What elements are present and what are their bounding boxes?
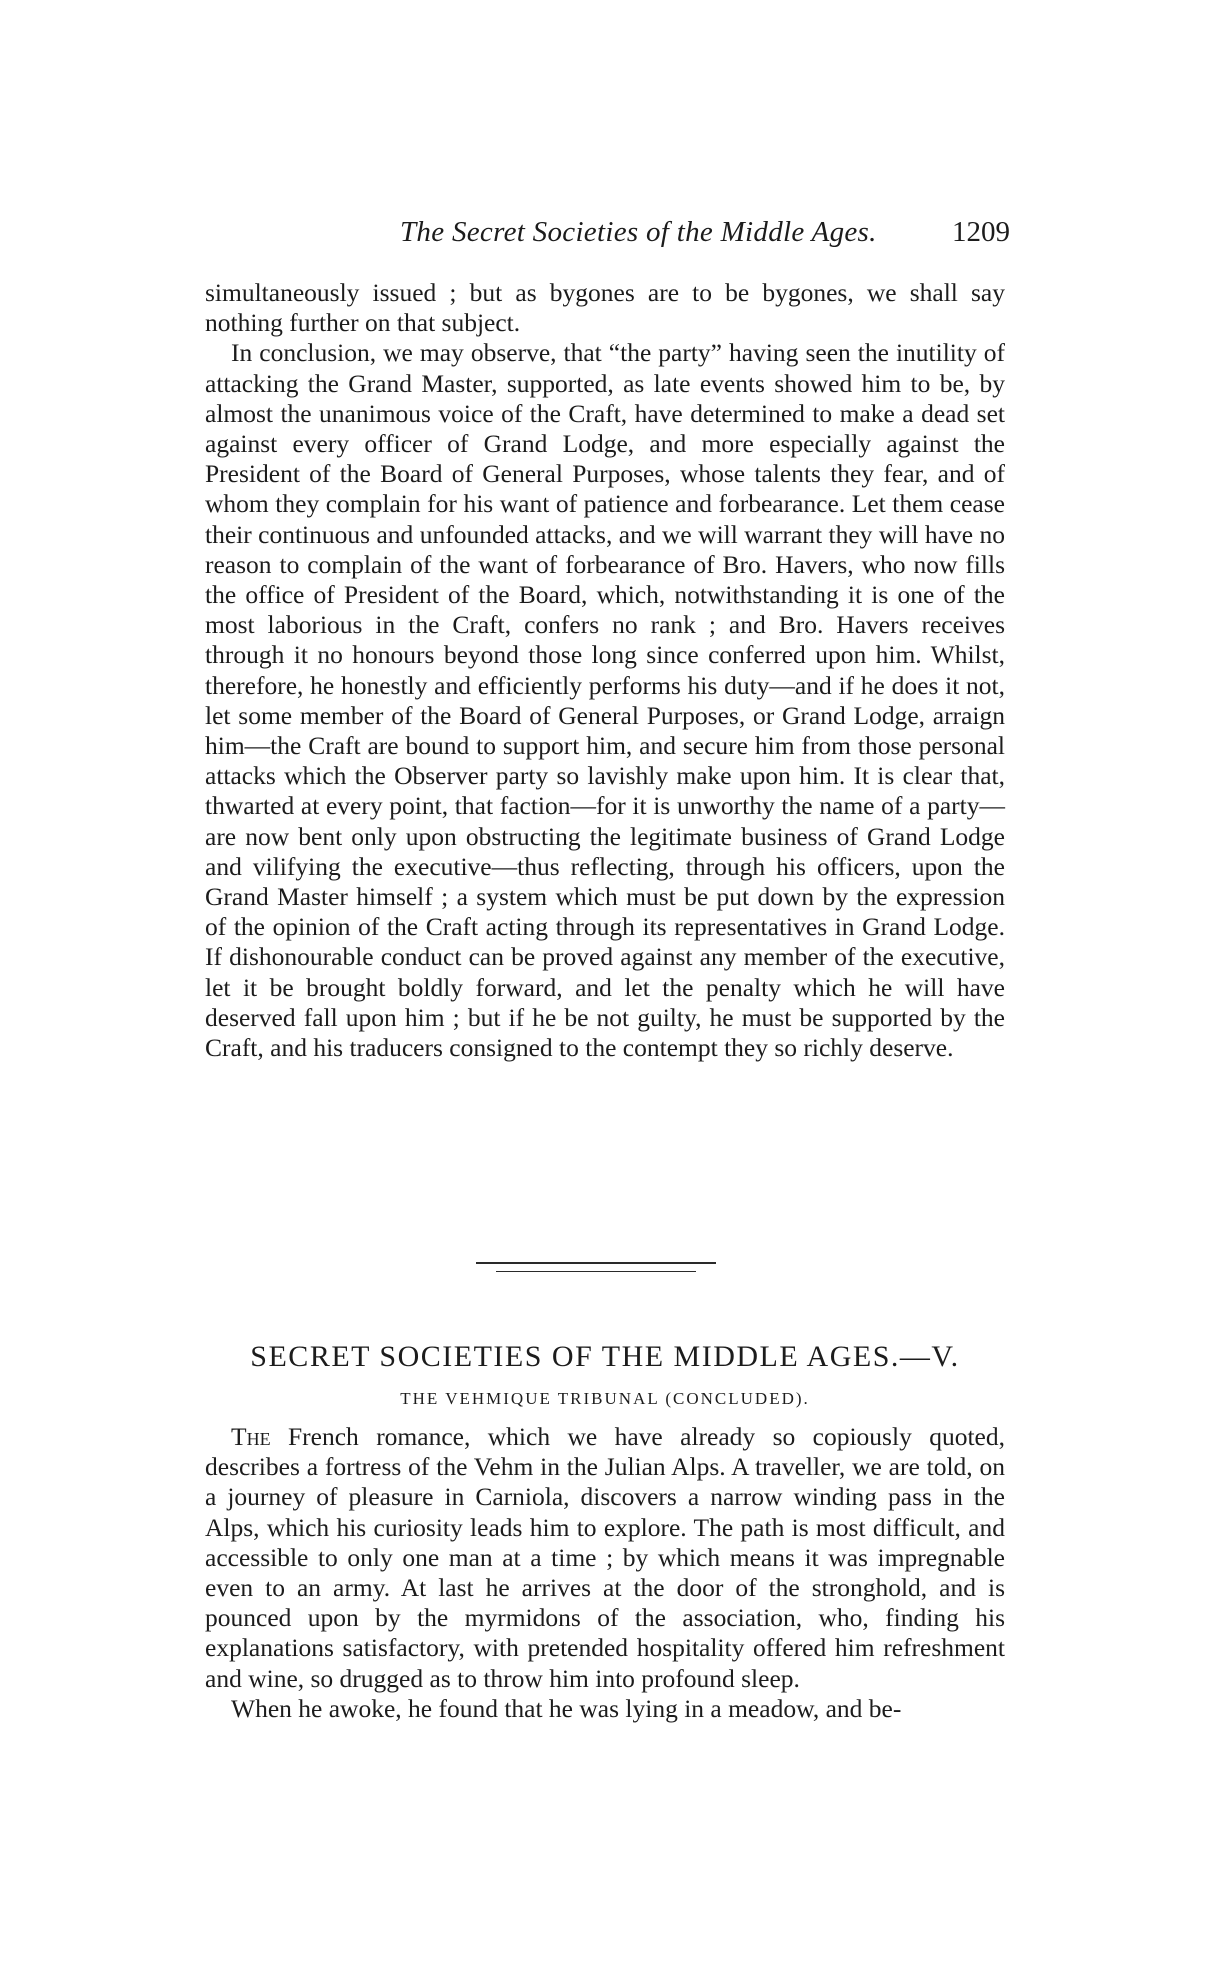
paragraph-continuation: simultaneously issued ; but as bygones are to be bygones, we shall say nothing further on that subject.	[205, 278, 1005, 338]
divider-rule-upper	[476, 1262, 716, 1264]
divider-rule-lower	[496, 1271, 696, 1272]
page-number: 1209	[952, 216, 1010, 248]
paragraph-awakening: When he awoke, he found that he was lying in a meadow, and be-	[231, 1693, 902, 1723]
section-divider	[476, 1260, 716, 1276]
paragraph-french-romance	[205, 1422, 1005, 1694]
paragraph-lead-word: The	[231, 1422, 271, 1451]
paragraph-french-romance-text: French romance, which we have already so copiously quoted, describes a fortress of the Vehm in the Julian Alps. A traveller, we are told, on a journey of pleasure in Carniola, discovers a narrow winding pass in the Alps, which his curiosity leads him to explore. The path is most difficult, and accessible to only one man at a time ; by which means it was impregnable even to an army. At last he arrives at the door of the stronghold, and is pounced upon by the myrmidons of the association, who, finding his explanations satisfactory, with pretended hospitality offered him refreshment and wine, so drugged as to throw him into profound sleep.	[205, 1422, 1005, 1693]
article-title: SECRET SOCIETIES OF THE MIDDLE AGES.—V.	[250, 1340, 960, 1373]
new-article-body	[205, 1422, 1005, 1724]
running-head	[400, 216, 1010, 256]
article-subtitle: THE VEHMIQUE TRIBUNAL (CONCLUDED).	[400, 1389, 810, 1408]
paragraph-conclusion: In conclusion, we may observe, that “the party” having seen the inutility of attacking the Grand Master, supported, as late events showed him to be, by almost the unanimous voice of the Craft, have determined to make a dead set against every officer of Grand Lodge, and more especially against the President of the Board of General Purposes, whose talents they fear, and of whom they complain for his want of patience and forbearance. Let them cease their continuous and unfounded attacks, and we will warrant they will have no reason to complain of the want of forbearance of Bro. Havers, who now fills the office of President of the Board, which, notwithstanding it is one of the most laborious in the Craft, confers no rank ; and Bro. Havers receives through it no honours beyond those long since conferred upon him. Whilst, therefore, he honestly and efficiently performs his duty—and if he does it not, let some member of the Board of General Purposes, or Grand Lodge, arraign him—the Craft are bound to support him, and secure him from those personal attacks which the Observer party so lavishly make upon him. It is clear that, thwarted at every point, that faction—for it is unworthy the name of a party—are now bent only upon obstructing the legitimate business of Grand Lodge and vilifying the executive—thus reflecting, through his officers, upon the Grand Master himself ; a system which must be put down by the expression of the opinion of the Craft acting through its representatives in Grand Lodge. If dishonourable conduct can be proved against any member of the executive, let it be brought boldly forward, and let the penalty which he will have deserved fall upon him ; but if he be not guilty, he must be supported by the Craft, and his traducers consigned to the contempt they so richly deserve.	[205, 338, 1005, 1063]
continued-article	[205, 278, 1005, 1063]
running-title: The Secret Societies of the Middle Ages.	[400, 216, 877, 248]
